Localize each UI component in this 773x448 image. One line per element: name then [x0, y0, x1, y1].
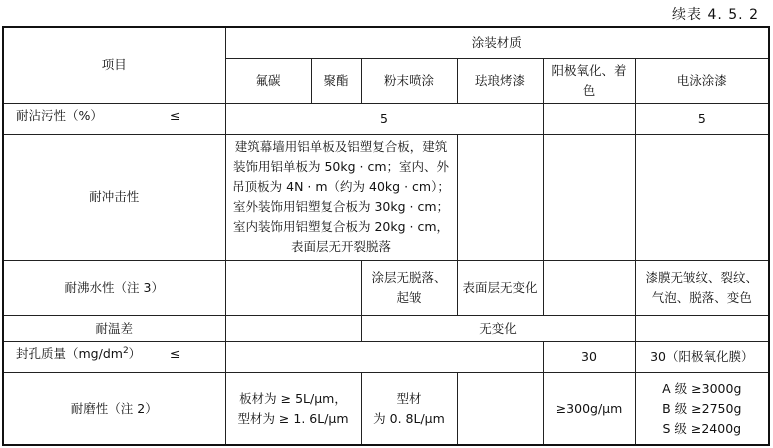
wear-anodic-value: ≥300g/μm	[543, 373, 635, 445]
row-boil-resistance	[3, 261, 769, 316]
temp-fluoro-polyester	[225, 316, 361, 342]
header-col-anodic: 阳极氧化、着色	[543, 58, 635, 103]
stain-coated-value: 5	[225, 103, 543, 134]
header-coating-group: 涂装材质	[225, 27, 769, 58]
stain-label: 耐沾污性（%）	[16, 107, 103, 123]
wear-electro-value: A 级 ≥3000g B 级 ≥2750g S 级 ≥2400g	[635, 373, 769, 445]
header-col-fluorocarbon: 氟碳	[225, 58, 311, 103]
boil-label: 耐沸水性（注 3）	[3, 261, 225, 316]
temp-electro-value	[635, 316, 769, 342]
continued-table-title: 续表 4. 5. 2	[672, 7, 759, 23]
row-temperature-difference	[3, 316, 769, 342]
seal-electro-value: 30（阳极氧化膜）	[635, 342, 769, 373]
boil-anodic-value	[543, 261, 635, 316]
row-stain-resistance	[3, 103, 769, 134]
stain-anodic-value	[543, 103, 635, 134]
impact-label: 耐冲击性	[3, 134, 225, 260]
temp-value: 无变化	[361, 316, 635, 342]
row-sealing-quality	[3, 342, 769, 373]
row-wear-resistance	[3, 373, 769, 445]
header-col-powder: 粉末喷涂	[361, 58, 457, 103]
header-col-electrophoretic: 电泳涂漆	[635, 58, 769, 103]
boil-electro-value: 漆膜无皱纹、裂纹、气泡、脱落、变色	[635, 261, 769, 316]
seal-coated-value	[225, 342, 543, 373]
header-row-1	[3, 27, 769, 58]
header-col-polyester: 聚酯	[311, 58, 361, 103]
seal-label: 封孔质量$(mg/dm^2)$	[16, 346, 142, 362]
seal-condition: ≤	[170, 346, 181, 362]
impact-anodic-value	[543, 134, 635, 260]
seal-anodic-value: 30	[543, 342, 635, 373]
temp-label: 耐温差	[3, 316, 225, 342]
wear-polyester-value: 型材 为 0. 8L/μm	[361, 373, 457, 445]
row-impact-resistance	[3, 134, 769, 260]
wear-label: 耐磨性（注 2）	[3, 373, 225, 445]
impact-enamel-value	[457, 134, 543, 260]
wear-fluoro-value: 板材为 ≥ 5L/μm， 型材为 ≥ 1. 6L/μm	[225, 373, 361, 445]
coating-spec-table	[2, 26, 770, 446]
boil-enamel-value: 表面层无变化	[457, 261, 543, 316]
boil-powder-value: 涂层无脱落、起皱	[361, 261, 457, 316]
impact-requirement: 建筑幕墙用铝单板及铝塑复合板，建筑装饰用铝单板为 50kg · cm；室内、外吊顶板为 4N · m（约为 40kg · cm）；室外装饰用铝塑复合板为 30kg · cm；室内装饰用铝塑复合板为 20kg · cm，表面层无开裂脱落	[225, 134, 457, 260]
wear-enamel-value	[457, 373, 543, 445]
boil-fluoro-polyester	[225, 261, 361, 316]
row-label-stain	[3, 103, 225, 134]
stain-electro-value: 5	[635, 103, 769, 134]
row-label-seal	[3, 342, 225, 373]
header-item: 项目	[3, 27, 225, 103]
stain-condition: ≤	[170, 107, 181, 123]
impact-electro-value	[635, 134, 769, 260]
header-col-enamel: 珐琅烤漆	[457, 58, 543, 103]
